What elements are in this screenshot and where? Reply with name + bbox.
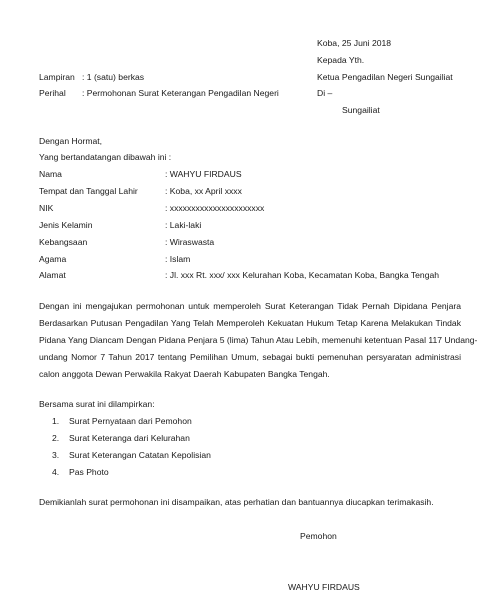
- body-paragraph-line: calon anggota Dewan Perwakila Rakyat Daerah Kabupaten Bangka Tengah.: [39, 369, 330, 379]
- identity-value: : xxxxxxxxxxxxxxxxxxxxxx: [165, 203, 265, 213]
- place-date: Koba, 25 Juni 2018: [317, 38, 392, 48]
- signature-role: Pemohon: [300, 531, 337, 541]
- identity-value: : Islam: [165, 254, 191, 264]
- body-paragraph-line: Pidana Yang Diancam Dengan Pidana Penjara 5 (lima) Tahun Atau Lebih, memenuhi ketentuan Pasal 117 Undang-: [39, 335, 478, 345]
- signature-name: WAHYU FIRDAUS: [288, 582, 360, 592]
- intro-text: Yang bertandatangan dibawah ini :: [39, 152, 172, 162]
- list-item-number: 4.: [52, 467, 60, 477]
- identity-label: Nama: [39, 169, 62, 179]
- addressee-line: Kepada Yth.: [317, 55, 365, 65]
- list-item: Surat Pernyataan dari Pemohon: [69, 416, 192, 426]
- identity-label: NIK: [39, 203, 54, 213]
- list-item-number: 1.: [52, 416, 60, 426]
- list-item-number: 3.: [52, 450, 60, 460]
- identity-label: Kebangsaan: [39, 237, 88, 247]
- attachments-intro: Bersama surat ini dilampirkan:: [39, 399, 155, 409]
- body-paragraph-line: Dengan ini mengajukan permohonan untuk memperoleh Surat Keterangan Tidak Pernah Dipidana Penjara: [39, 301, 461, 311]
- greeting: Dengan Hormat,: [39, 136, 103, 146]
- identity-label: Tempat dan Tanggal Lahir: [39, 186, 138, 196]
- identity-label: Alamat: [39, 270, 66, 280]
- body-paragraph-line: undang Nomor 7 Tahun 2017 tentang Pemilihan Umum, sebagai bukti pemenuhan persyaratan administrasi: [39, 352, 461, 362]
- identity-value: : WAHYU FIRDAUS: [165, 169, 242, 179]
- identity-label: Agama: [39, 254, 67, 264]
- identity-value: : Wiraswasta: [165, 237, 215, 247]
- list-item-number: 2.: [52, 433, 60, 443]
- addressee-line: Di –: [317, 88, 333, 98]
- perihal-label: Perihal: [39, 88, 66, 98]
- list-item: Surat Keterangan Catatan Kepolisian: [69, 450, 211, 460]
- identity-value: : Jl. xxx Rt. xxx/ xxx Kelurahan Koba, Kecamatan Koba, Bangka Tengah: [165, 270, 440, 280]
- identity-value: : Laki-laki: [165, 220, 202, 230]
- closing-text: Demikianlah surat permohonan ini disampaikan, atas perhatian dan bantuannya diucapkan terimakasih.: [39, 497, 434, 507]
- addressee-line: Sungailiat: [342, 105, 380, 115]
- lampiran-label: Lampiran: [39, 72, 75, 82]
- identity-value: : Koba, xx April xxxx: [165, 186, 242, 196]
- body-paragraph-line: Berdasarkan Putusan Pengadilan Yang Telah Memperoleh Kekuatan Hukum Tetap Karena Melakukan Tindak: [39, 318, 461, 328]
- perihal-value: : Permohonan Surat Keterangan Pengadilan Negeri: [82, 88, 279, 98]
- list-item: Surat Keteranga dari Kelurahan: [69, 433, 190, 443]
- list-item: Pas Photo: [69, 467, 109, 477]
- addressee-line: Ketua Pengadilan Negeri Sungailiat: [317, 72, 453, 82]
- identity-label: Jenis Kelamin: [39, 220, 93, 230]
- lampiran-value: : 1 (satu) berkas: [82, 72, 145, 82]
